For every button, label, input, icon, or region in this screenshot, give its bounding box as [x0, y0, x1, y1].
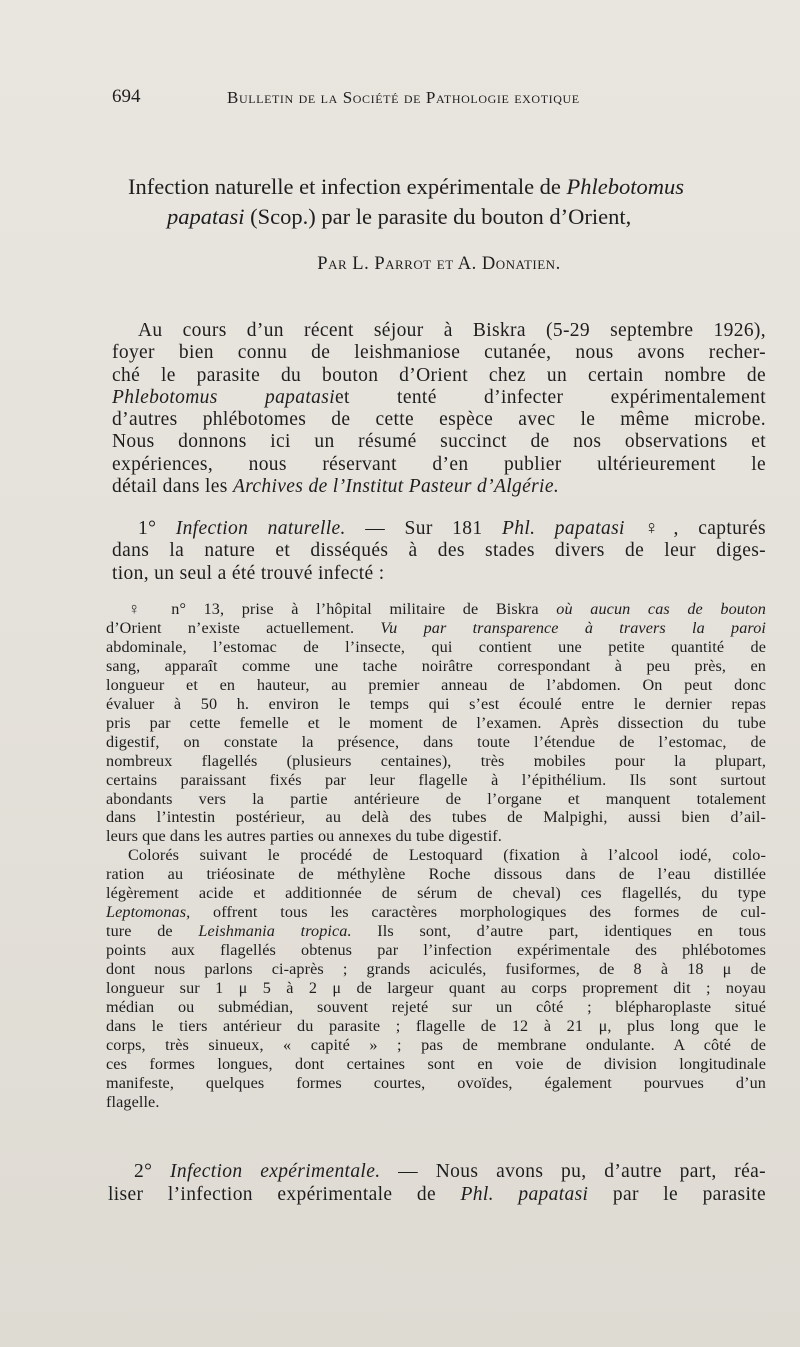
section-1-paragraph — [112, 518, 766, 585]
observation-line: pris par cette femelle et le moment de l’examen. Après dissection du tube — [106, 713, 766, 732]
observation-line: manifeste, quelques formes courtes, ovoïdes, également pourvues d’un — [106, 1073, 766, 1092]
observation-line: digestif, on constate la présence, dans toute l’étendue de l’estomac, de — [106, 732, 766, 751]
intro-line: ché le parasite du bouton d’Orient chez un certain nombre de — [112, 364, 766, 386]
page-number: 694 — [112, 86, 141, 107]
section-1-line: 1° Infection naturelle. — Sur 181 Phl. papatasi ♀, capturés — [138, 518, 766, 539]
observation-line: longueur et en hauteur, au premier anneau de l’abdomen. On peut donc — [106, 675, 766, 694]
observation-line: médian ou submédian, souvent rejeté sur un côté ; blépharoplaste situé — [106, 998, 766, 1017]
section-2-line: 2° Infection expérimentale. — Nous avons pu, d’autre part, réa- — [134, 1161, 766, 1182]
intro-line: foyer bien connu de leishmaniose cutanée, nous avons recher- — [112, 342, 766, 364]
observation-line: légèrement acide et additionnée de sérum de cheval) ces flagellés, du type — [106, 884, 766, 903]
observation-line: leurs que dans les autres parties ou annexes du tube digestif. — [106, 827, 502, 846]
section-2-line: liser l’infection expérimentale de Phl. papatasi par le parasite — [108, 1184, 766, 1205]
observation-line: évaluer à 50 h. environ le temps qui s’est écoulé entre le dernier repas — [106, 694, 766, 713]
title-species: papatasi — [167, 204, 245, 229]
observation-line: dans l’intestin postérieur, au delà des tubes de Malpighi, aussi bien d’ail- — [106, 808, 766, 827]
observation-line: certains paraissant fixés par leur flagelle à l’épithélium. Ils sont surtout — [106, 770, 766, 789]
title-line-1: Infection naturelle et infection expérimentale de Phlebotomus — [128, 174, 685, 199]
observation-line: ture de Leishmania tropica. Ils sont, d’autre part, identiques en tous — [106, 922, 766, 941]
observation-line: abondants vers la partie antérieure de l’organe et manquent totalement — [106, 789, 766, 808]
running-head: Bulletin de la Société de Pathologie exotique — [227, 88, 580, 107]
intro-paragraph — [112, 320, 766, 498]
observation-line: ration au triéosinate de méthylène Roche dissous dans de l’eau distillée — [106, 865, 766, 884]
observation-line: longueur sur 1 μ 5 à 2 μ de largeur quant au corps proprement dit ; noyau — [106, 979, 766, 998]
observation-line: ♀ n° 13, prise à l’hôpital militaire de Biskra où aucun cas de bouton — [128, 600, 766, 618]
observation-line: flagelle. — [106, 1092, 160, 1111]
section-1-number: 1° — [138, 518, 176, 539]
intro-line: Phlebotomus papatasiet tenté d’infecter expérimentalement — [112, 386, 766, 408]
observation-line: dont nous parlons ci-après ; grands aciculés, fusiformes, de 8 à 18 μ de — [106, 960, 766, 979]
observation-line: Colorés suivant le procédé de Lestoquard (fixation à l’alcool iodé, colo- — [128, 846, 766, 865]
observation-line: nombreux flagellés (plusieurs centaines), très mobiles pour la plupart, — [106, 751, 766, 770]
section-1-heading: Infection naturelle. — [175, 518, 346, 539]
title-genus: Phlebotomus — [566, 174, 685, 199]
intro-line: Nous donnons ici un résumé succinct de nos observations et — [112, 431, 766, 453]
section-2-number: 2° — [134, 1161, 170, 1182]
section-2-heading: Infection expérimentale. — [170, 1161, 381, 1182]
observation-line: corps, très sinueux, « capité » ; pas de membrane ondulante. A côté de — [106, 1035, 766, 1054]
title-line-2: papatasi (Scop.) par le parasite du bouton d’Orient, — [167, 204, 632, 229]
intro-line: détail dans les Archives de l’Institut Pasteur d’Algérie. — [112, 476, 560, 498]
intro-line: Au cours d’un récent séjour à Biskra (5-29 septembre 1926), — [138, 320, 766, 341]
observation-line: points aux flagellés obtenus par l’infection expérimentale des phlébotomes — [106, 941, 766, 960]
observation-line: abdominale, l’estomac de l’insecte, qui contient une petite quantité de — [106, 637, 766, 656]
section-1-line: tion, un seul a été trouvé infecté : — [112, 562, 385, 584]
article-title — [112, 172, 766, 232]
observation-line: ces formes longues, dont certaines sont en voie de division longitudinale — [106, 1054, 766, 1073]
intro-line: d’autres phlébotomes de cette espèce avec le même microbe. — [112, 409, 766, 431]
observation-line: dans le tiers antérieur du parasite ; flagelle de 12 à 21 μ, plus long que le — [106, 1016, 766, 1035]
observation-line: sang, apparaît comme une tache noirâtre correspondant à peu près, en — [106, 656, 766, 675]
observation-line: d’Orient n’existe actuellement. Vu par transparence à travers la paroi — [106, 618, 766, 637]
section-1-line: dans la nature et disséqués à des stades divers de leur diges- — [112, 540, 766, 562]
observation-line: Leptomonas, offrent tous les caractères morphologiques des formes de cul- — [106, 903, 766, 922]
section-2-paragraph — [108, 1160, 766, 1206]
intro-line: expériences, nous réservant d’en publier ultérieurement le — [112, 453, 766, 475]
page-header — [112, 86, 712, 116]
byline: Par L. Parrot et A. Donatien. — [317, 254, 561, 274]
observation-text — [106, 600, 766, 1112]
